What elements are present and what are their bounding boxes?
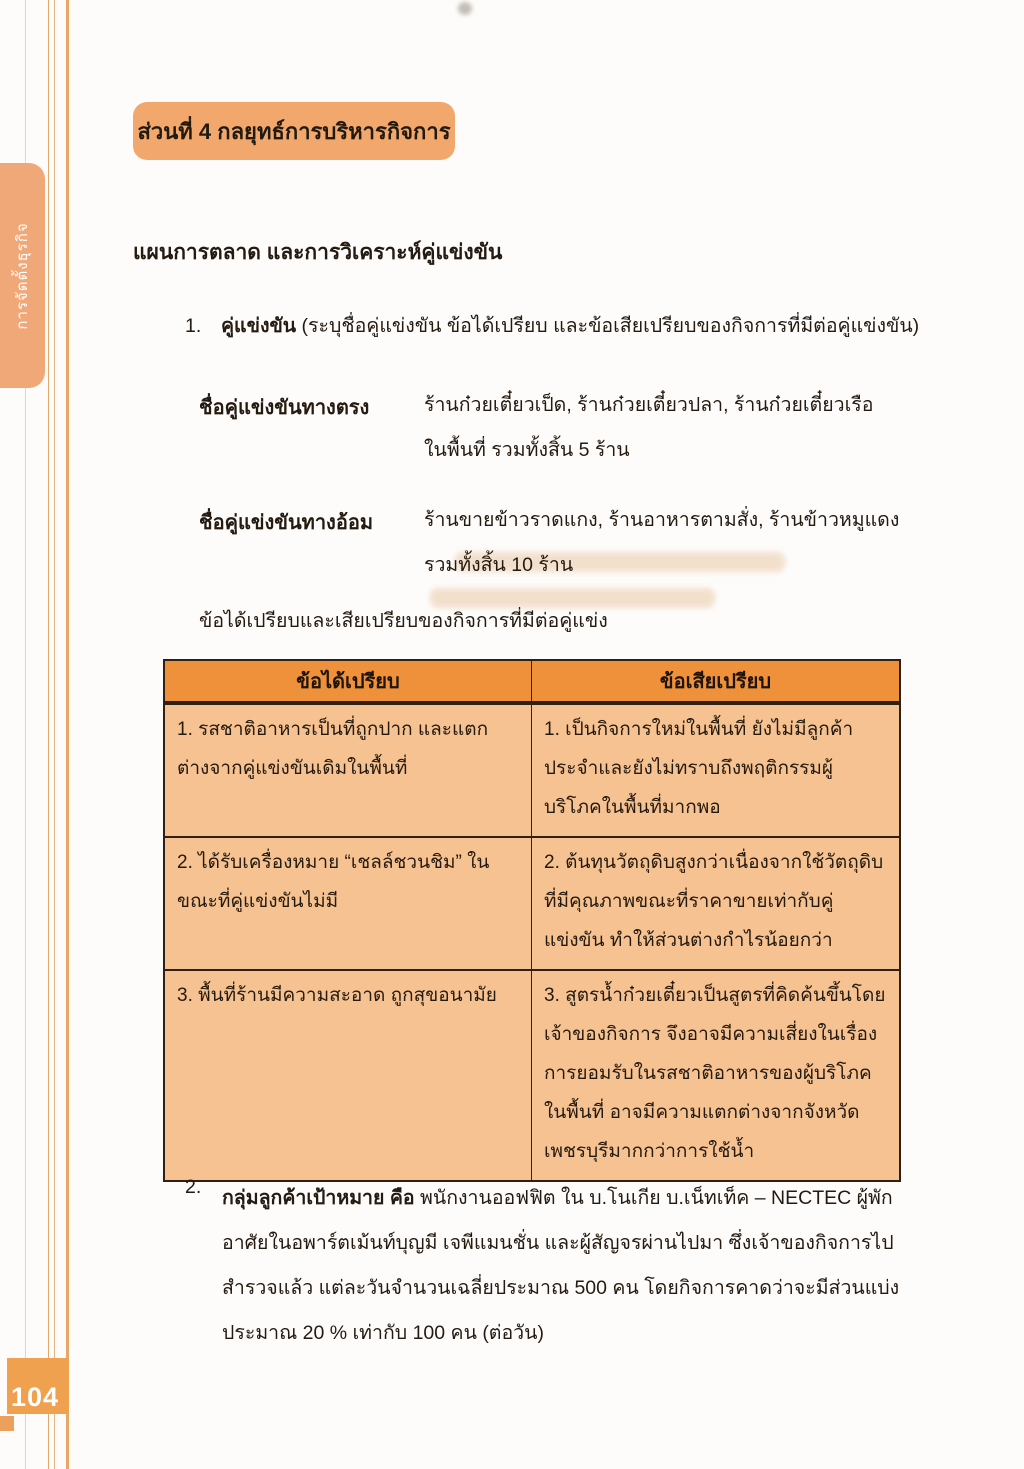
advantage-cell-3: 3. พื้นที่ร้านมีความสะอาด ถูกสุขอนามัย: [165, 971, 532, 1180]
page-number-block: [7, 1358, 69, 1414]
indirect-competitors-line1: ร้านขายข้าวราดแกง, ร้านอาหารตามสั่ง, ร้านข้าวหมูแดง: [424, 509, 900, 531]
advantage-cell-1: 1. รสชาติอาหารเป็นที่ถูกปาก และแตกต่างจากคู่แข่งขันเดิมในพื้นที่: [165, 705, 532, 836]
advantage-cell-2: 2. ได้รับเครื่องหมาย “เชลล์ชวนชิม” ในขณะที่คู่แข่งขันไม่มี: [165, 838, 532, 969]
list-item-1-title: คู่แข่งขัน: [221, 315, 297, 337]
list-item-2: [222, 1176, 912, 1356]
page-title: แผนการตลาด และการวิเคราะห์คู่แข่งขัน: [133, 241, 503, 264]
table-header-disadvantage: ข้อเสียเปรียบ: [659, 671, 772, 693]
list-item-1-number: 1.: [185, 315, 202, 337]
list-item-1-description: (ระบุชื่อคู่แข่งขัน ข้อได้เปรียบ และข้อเสียเปรียบของกิจการที่มีต่อคู่แข่งขัน): [296, 315, 920, 337]
direct-competitors-line2: ในพื้นที่ รวมทั้งสิ้น 5 ร้าน: [424, 439, 630, 461]
section-badge-label: ส่วนที่ 4 กลยุทธ์การบริหารกิจการ: [137, 118, 451, 144]
direct-competitors-line1: ร้านก๋วยเตี๋ยวเป็ด, ร้านก๋วยเตี๋ยวปลา, ร้านก๋วยเตี๋ยวเรือ: [424, 394, 874, 416]
chapter-side-tab: [0, 163, 45, 388]
table-row: [165, 969, 899, 1180]
list-item-2-title: กลุ่มลูกค้าเป้าหมาย คือ: [222, 1187, 415, 1209]
corner-decoration: [0, 1416, 14, 1431]
disadvantage-cell-1: 1. เป็นกิจการใหม่ในพื้นที่ ยังไม่มีลูกค้าประจำและยังไม่ทราบถึงพฤติกรรมผู้บริโภคในพื้นที่มากพอ: [544, 719, 854, 818]
table-header-advantage: ข้อได้เปรียบ: [165, 661, 532, 701]
list-item-1: [185, 310, 925, 341]
left-rule-2: [48, 0, 49, 1469]
direct-competitors-label: ชื่อคู่แข่งขันทางตรง: [199, 397, 370, 419]
disadvantage-cell-2: 2. ต้นทุนวัตถุดิบสูงกว่าเนื่องจากใช้วัตถุดิบที่มีคุณภาพขณะที่ราคาขายเท่ากับคู่แข่งขัน ทำให้ส่วนต่างกำไรน้อยกว่า: [544, 852, 884, 951]
disadvantage-cell-3: 3. สูตรน้ำก๋วยเตี๋ยวเป็นสูตรที่คิดค้นขึ้นโดยเจ้าของกิจการ จึงอาจมีความเสี่ยงในเรื่องการยอมรับในรสชาติอาหารของผู้บริโภคในพื้นที่ อาจมีความแตกต่างจากจังหวัดเพชรบุรีมากกว่าการใช้น้ำ: [544, 985, 886, 1162]
page-number: 104: [11, 1382, 60, 1412]
table-intro-text: ข้อได้เปรียบและเสียเปรียบของกิจการที่มีต่อคู่แข่ง: [199, 610, 608, 632]
table-row: [165, 836, 899, 969]
chapter-side-tab-label: การจัดตั้งธุรกิจ: [13, 221, 31, 330]
list-item-2-number: 2.: [185, 1176, 202, 1198]
left-rule-4: [66, 0, 69, 1469]
indirect-competitors-label: ชื่อคู่แข่งขันทางอ้อม: [199, 512, 374, 534]
left-rule-3: [54, 0, 55, 1469]
advantages-table: [163, 659, 901, 1182]
table-header-row: [165, 661, 899, 703]
section-badge: [133, 102, 455, 160]
table-row: [165, 703, 899, 836]
list-item-2-description: พนักงานออฟฟิต ใน บ.โนเกีย บ.เน็ทเท็ค – NECTEC ผู้พักอาศัยในอพาร์ตเม้นท์บุญมี เจพีแมนชั่น และผู้สัญจรผ่านไปมา ซึ่งเจ้าของกิจการไปสำรวจแล้ว แต่ละวันจำนวนเฉลี่ยประมาณ 500 คน โดยกิจการคาดว่าจะมีส่วนแบ่งประมาณ 20 % เท่ากับ 100 คน (ต่อวัน): [222, 1187, 900, 1344]
scan-smudge: [458, 2, 472, 15]
indirect-competitors-line2: รวมทั้งสิ้น 10 ร้าน: [424, 554, 574, 576]
